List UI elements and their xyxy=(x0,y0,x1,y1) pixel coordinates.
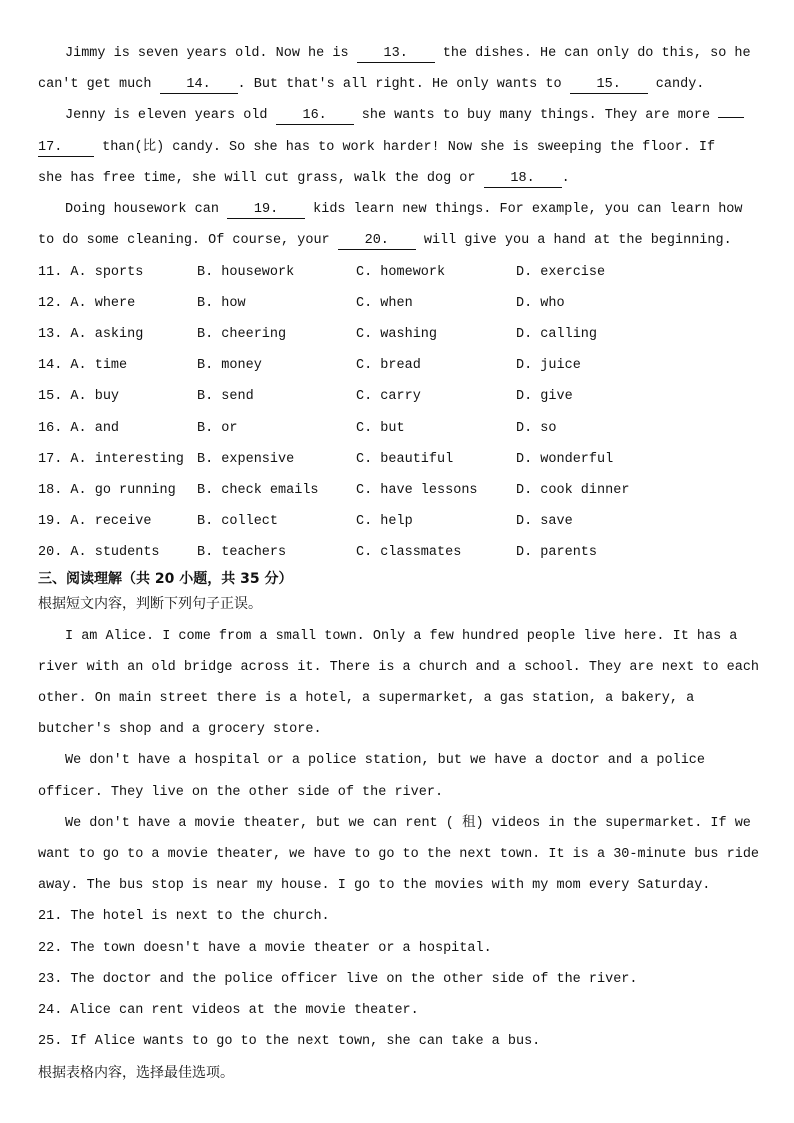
option-d[interactable]: D. who xyxy=(516,296,565,311)
option-b[interactable]: B. send xyxy=(197,389,254,404)
text: will give you a hand at the beginning. xyxy=(415,233,732,248)
text: than(比) candy. So she has to work harder! Now she is sweeping the floor. If xyxy=(94,140,716,155)
statement-21: 21. The hotel is next to the church. xyxy=(38,909,330,924)
question-number: 16. xyxy=(38,421,63,436)
cloze-line xyxy=(38,170,570,188)
option-row xyxy=(38,264,143,282)
option-d[interactable]: D. calling xyxy=(516,327,598,342)
option-d[interactable]: D. juice xyxy=(516,358,581,373)
text: she has free time, she will cut grass, walk the dog or xyxy=(38,171,484,186)
text: kids learn new things. For example, you can learn how xyxy=(305,202,743,217)
option-b[interactable]: B. housework xyxy=(197,265,295,280)
option-a[interactable]: A. students xyxy=(70,545,160,560)
question-number: 18. xyxy=(38,483,63,498)
text: Jimmy is seven years old. Now he is xyxy=(65,46,357,61)
question-number: 12. xyxy=(38,296,63,311)
option-c[interactable]: C. carry xyxy=(356,389,421,404)
blank-18[interactable]: 18. xyxy=(484,171,562,188)
text: Doing housework can xyxy=(65,202,228,217)
option-row xyxy=(38,357,127,375)
question-number: 14. xyxy=(38,358,63,373)
option-a[interactable]: A. time xyxy=(70,358,128,373)
option-b[interactable]: B. how xyxy=(197,296,246,311)
blank-16[interactable]: 16. xyxy=(276,108,354,125)
option-b[interactable]: B. money xyxy=(197,358,262,373)
question-number: 11. xyxy=(38,265,63,280)
option-a[interactable]: A. interesting xyxy=(70,452,184,467)
option-row xyxy=(38,451,184,469)
blank-15[interactable]: 15. xyxy=(570,77,648,94)
text: she wants to buy many things. They are more xyxy=(353,108,719,123)
cloze-line xyxy=(65,45,751,63)
passage-line: We don't have a movie theater, but we can rent ( 租) videos in the supermarket. If we xyxy=(65,816,751,831)
option-row xyxy=(38,295,135,313)
section-title: 三、阅读理解（共 20 小题，共 35 分） xyxy=(38,571,293,587)
question-number: 13. xyxy=(38,327,63,342)
passage-line: officer. They live on the other side of the river. xyxy=(38,785,444,800)
option-b[interactable]: B. collect xyxy=(197,514,279,529)
option-a[interactable]: A. and xyxy=(70,421,120,436)
cloze-line xyxy=(38,76,704,94)
cloze-line xyxy=(65,201,743,219)
option-b[interactable]: B. teachers xyxy=(197,545,287,560)
option-b[interactable]: B. expensive xyxy=(197,452,295,467)
option-c[interactable]: C. classmates xyxy=(356,545,462,560)
option-b[interactable]: B. or xyxy=(197,421,238,436)
option-c[interactable]: C. help xyxy=(356,514,413,529)
option-a[interactable]: A. asking xyxy=(70,327,144,342)
option-a[interactable]: A. where xyxy=(70,296,136,311)
option-row xyxy=(38,482,176,500)
option-c[interactable]: C. but xyxy=(356,421,405,436)
text: . xyxy=(561,171,570,186)
option-c[interactable]: C. bread xyxy=(356,358,421,373)
option-a[interactable]: A. receive xyxy=(70,514,152,529)
question-number: 20. xyxy=(38,545,63,560)
option-a[interactable]: A. go running xyxy=(70,483,176,498)
option-b[interactable]: B. check emails xyxy=(197,483,319,498)
option-row xyxy=(38,513,151,531)
option-d[interactable]: D. save xyxy=(516,514,573,529)
statement-25: 25. If Alice wants to go to the next town, she can take a bus. xyxy=(38,1034,541,1049)
blank-14[interactable]: 14. xyxy=(160,77,238,94)
option-d[interactable]: D. parents xyxy=(516,545,598,560)
passage-line: river with an old bridge across it. There is a church and a school. They are next to each xyxy=(38,660,760,675)
statement-24: 24. Alice can rent videos at the movie theater. xyxy=(38,1003,419,1018)
text: can't get much xyxy=(38,77,160,92)
option-c[interactable]: C. have lessons xyxy=(356,483,478,498)
option-row xyxy=(38,388,119,406)
option-row xyxy=(38,326,143,344)
instruction-true-false: 根据短文内容，判断下列句子正误。 xyxy=(38,596,262,612)
option-d[interactable]: D. so xyxy=(516,421,557,436)
option-d[interactable]: D. give xyxy=(516,389,573,404)
text: . But that's all right. He only wants to xyxy=(237,77,570,92)
option-c[interactable]: C. homework xyxy=(356,265,446,280)
text: Jenny is eleven years old xyxy=(65,108,276,123)
cloze-line xyxy=(65,107,744,125)
statement-22: 22. The town doesn't have a movie theater or a hospital. xyxy=(38,941,492,956)
question-number: 19. xyxy=(38,514,63,529)
cloze-line xyxy=(38,139,715,157)
option-d[interactable]: D. exercise xyxy=(516,265,606,280)
passage-line: I am Alice. I come from a small town. Only a few hundred people live here. It has a xyxy=(65,629,738,644)
option-c[interactable]: C. beautiful xyxy=(356,452,454,467)
text: candy. xyxy=(647,77,705,92)
blank-19[interactable]: 19. xyxy=(227,202,305,219)
passage-line: butcher's shop and a grocery store. xyxy=(38,722,322,737)
question-number: 15. xyxy=(38,389,63,404)
instruction-table: 根据表格内容，选择最佳选项。 xyxy=(38,1065,234,1081)
passage-line: other. On main street there is a hotel, a supermarket, a gas station, a bakery, a xyxy=(38,691,695,706)
option-a[interactable]: A. sports xyxy=(70,265,144,280)
passage-line: We don't have a hospital or a police station, but we have a doctor and a police xyxy=(65,753,706,768)
option-c[interactable]: C. when xyxy=(356,296,413,311)
text: the dishes. He can only do this, so he xyxy=(434,46,751,61)
text: to do some cleaning. Of course, your xyxy=(38,233,338,248)
blank-17-start[interactable] xyxy=(718,117,744,118)
passage-line: want to go to a movie theater, we have to go to the next town. It is a 30-minute bus ride xyxy=(38,847,760,862)
statement-23: 23. The doctor and the police officer live on the other side of the river. xyxy=(38,972,638,987)
option-a[interactable]: A. buy xyxy=(70,389,120,404)
cloze-line xyxy=(38,232,732,250)
passage-line: away. The bus stop is near my house. I go to the movies with my mom every Saturday. xyxy=(38,878,711,893)
option-d[interactable]: D. cook dinner xyxy=(516,483,630,498)
option-c[interactable]: C. washing xyxy=(356,327,438,342)
blank-13[interactable]: 13. xyxy=(357,46,435,63)
blank-20[interactable]: 20. xyxy=(338,233,416,250)
option-row xyxy=(38,544,160,562)
question-number: 17. xyxy=(38,452,63,467)
blank-17[interactable]: 17. xyxy=(38,140,94,157)
option-b[interactable]: B. cheering xyxy=(197,327,287,342)
option-row xyxy=(38,420,119,438)
option-d[interactable]: D. wonderful xyxy=(516,452,614,467)
